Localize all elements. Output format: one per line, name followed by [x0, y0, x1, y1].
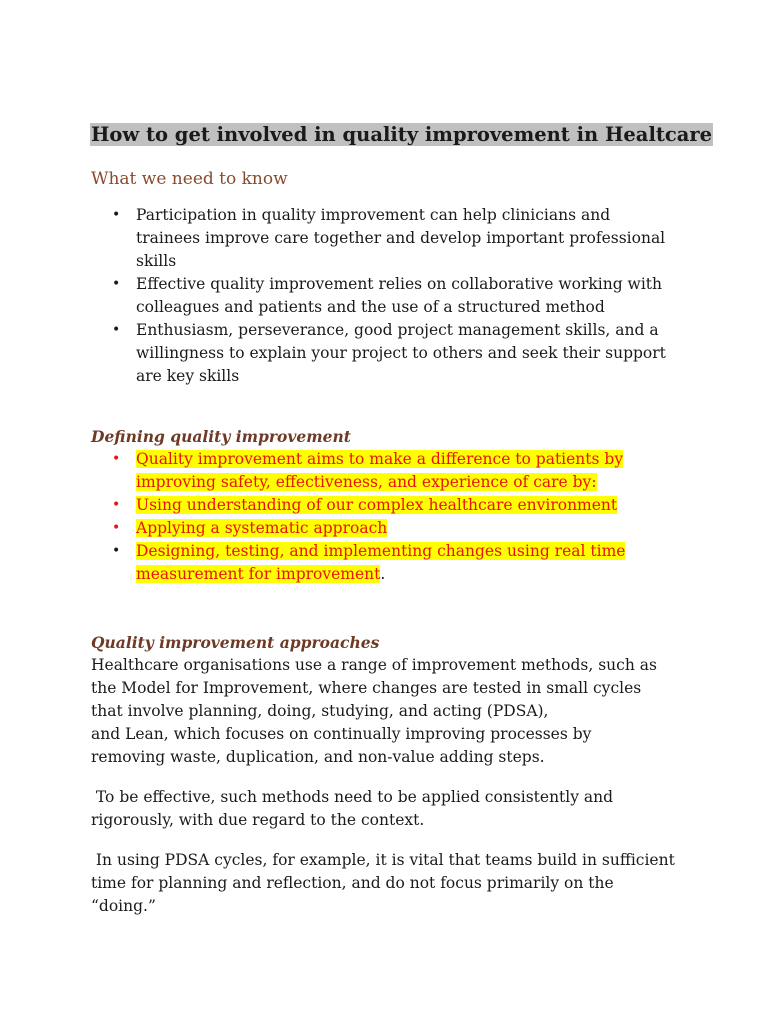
bullet-icon: • — [112, 451, 121, 467]
bullet-icon: • — [112, 276, 121, 292]
bullet-icon: • — [112, 543, 121, 559]
heading-quality-improvement-approaches: Quality improvement approaches — [91, 633, 380, 652]
list-item: • Designing, testing, and implementing changes using real time measurement for improvement. — [112, 542, 626, 583]
approaches-paragraph: Healthcare organisations use a range of improvement methods, such as the Model for Improvement, where changes are tested in small cycles that involve planning, doing, studying, and acting (PDSA), and Lean, which focuses on continually improving processes by removing waste, duplication, and non-value adding steps. — [91, 656, 657, 766]
know-bullet-list — [0, 204, 676, 388]
list-item: • Effective quality improvement relies on collaborative working with colleagues and patients and the use of a structured method — [112, 275, 662, 316]
list-item: • Enthusiasm, perseverance, good project management skills, and a willingness to explain your project to others and seek their support are key skills — [112, 321, 666, 385]
bullet-icon: • — [112, 322, 121, 338]
bullet-icon: • — [112, 520, 121, 536]
effective-paragraph: To be effective, such methods need to be applied consistently and rigorously, with due regard to the context. — [91, 788, 614, 829]
bullet-icon: • — [112, 497, 121, 513]
pdsa-paragraph: In using PDSA cycles, for example, it is vital that teams build in sufficient time for planning and reflection, and do not focus primarily on the “doing.” — [91, 851, 675, 915]
list-item: • Participation in quality improvement can help clinicians and trainees improve care together and develop important professional skills — [112, 206, 666, 270]
document-title: How to get involved in quality improvement in Healtcare — [91, 123, 713, 146]
list-item: • Using understanding of our complex healthcare environment — [0, 494, 676, 517]
list-item: • Quality improvement aims to make a difference to patients by improving safety, effectiveness, and experience of care by: — [112, 450, 624, 491]
bullet-icon: • — [112, 207, 121, 223]
list-item: • Applying a systematic approach — [0, 517, 676, 540]
defining-bullet-list — [0, 448, 676, 586]
heading-defining-quality-improvement: Defining quality improvement — [91, 427, 351, 446]
subtitle-what-we-need-to-know: What we need to know — [91, 169, 288, 189]
trailing-period: . — [380, 565, 386, 583]
